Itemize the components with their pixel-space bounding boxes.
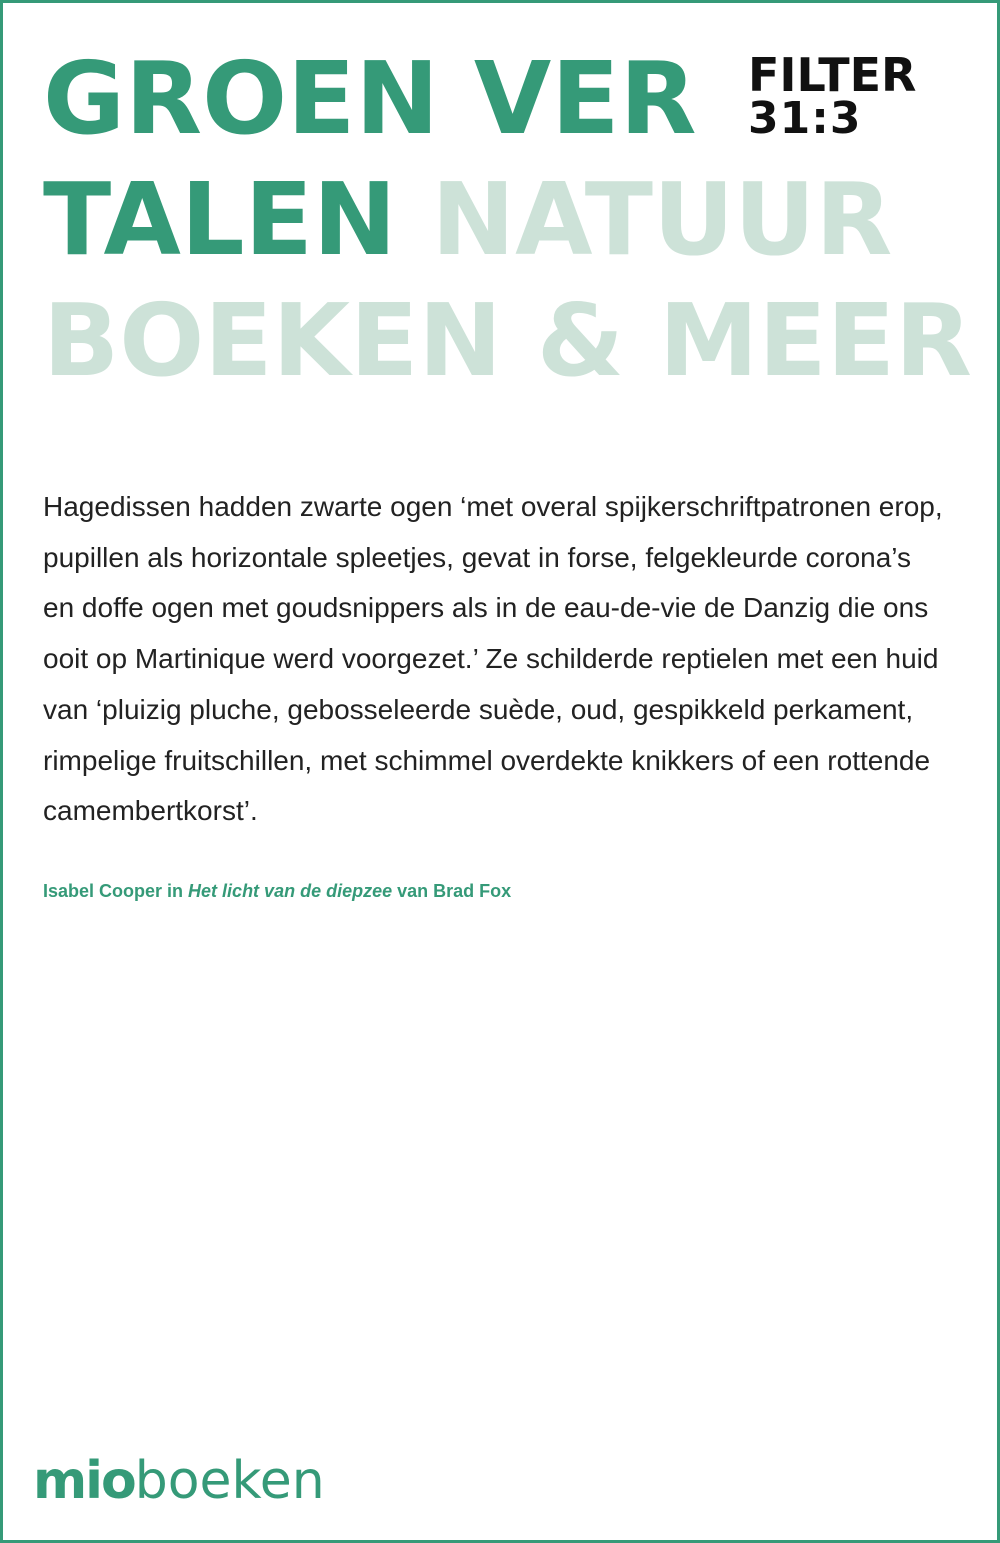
filter-label: FILTER — [748, 48, 917, 102]
quote-line: en doffe ogen met goudsnippers als in de eau-de-vie de Danzig die ons — [43, 592, 929, 624]
title-talen: TALEN — [43, 161, 397, 278]
quote-line: rimpelige fruitschillen, met schimmel overdekte knikkers of een rottende — [43, 744, 931, 776]
quote-attribution — [43, 881, 511, 902]
title-line-2 — [43, 161, 893, 278]
attribution-author: Isabel Cooper in — [43, 881, 184, 901]
quote-line: ooit op Martinique werd voorgezet.’ Ze schilderde reptielen met een huid — [43, 643, 939, 675]
filter-issue-number: 31:3 — [748, 93, 862, 144]
publisher-logo-boeken: boeken — [134, 1451, 325, 1511]
quote-paragraph — [43, 482, 963, 837]
filter-badge — [748, 48, 917, 144]
attribution-book-title: Het licht van de diepzee — [188, 881, 393, 901]
quote-line: Hagedissen hadden zwarte ogen ‘met overal spijkerschriftpatronen erop, — [43, 491, 943, 522]
publisher-logo-mio: mio — [33, 1451, 135, 1511]
publisher-logo — [33, 1451, 325, 1511]
title-boeken-en-meer: BOEKEN & MEER — [43, 282, 973, 399]
title-line-3 — [43, 282, 973, 399]
title-groen-ver: GROEN VER — [43, 40, 697, 157]
quote-line: camembertkorst’. — [43, 795, 258, 827]
title-line-1 — [43, 40, 697, 157]
attribution-suffix: van Brad Fox — [397, 881, 512, 901]
quote-line: van ‘pluizig pluche, gebosseleerde suède, oud, gespikkeld perkament, — [43, 693, 914, 725]
quote-line: pupillen als horizontale spleetjes, gevat in forse, felgekleurde corona’s — [43, 541, 912, 573]
title-natuur: NATUUR — [431, 161, 893, 278]
